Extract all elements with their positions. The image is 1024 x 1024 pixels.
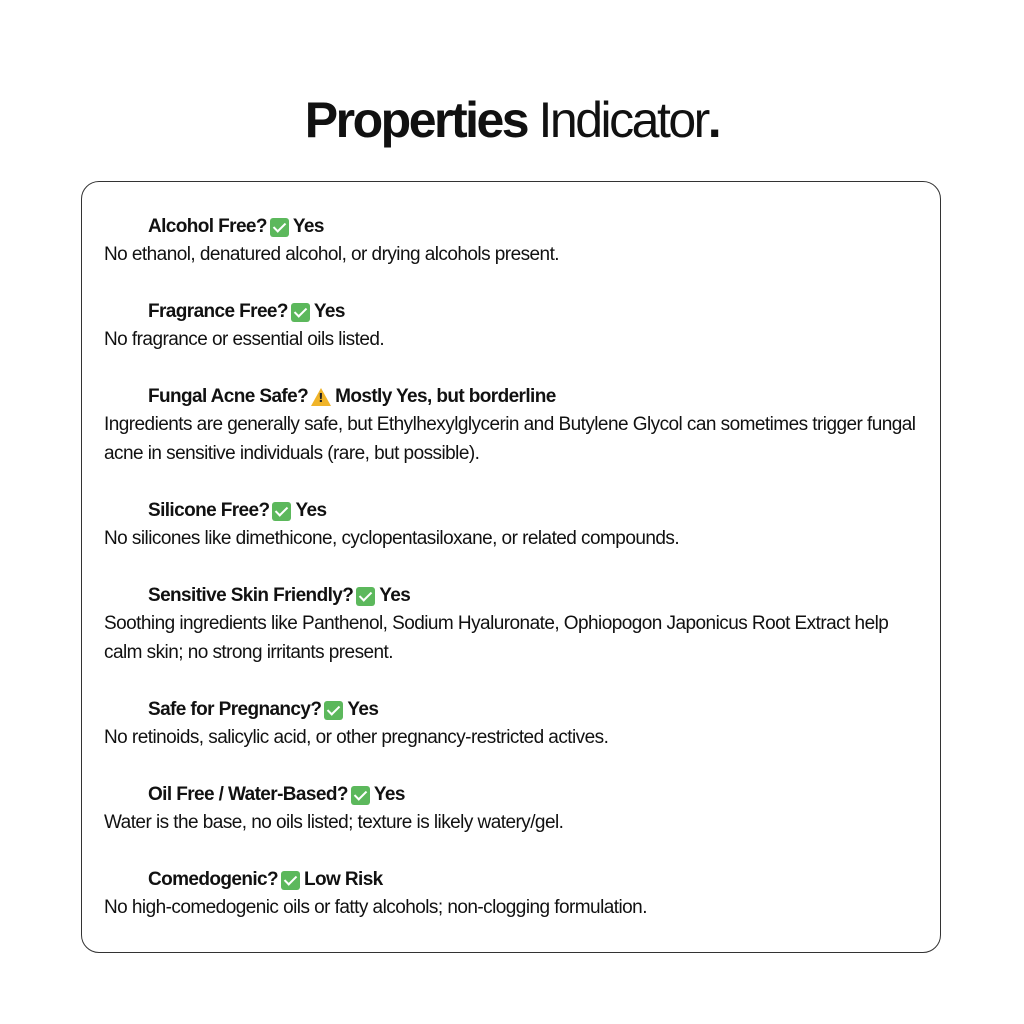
check-icon	[281, 871, 300, 890]
check-icon	[291, 303, 310, 322]
title-bold: Properties	[304, 92, 528, 148]
check-icon	[272, 502, 291, 521]
property-description: No high-comedogenic oils or fatty alcohols; non-clogging formulation.	[104, 897, 647, 918]
property-alcohol-free	[104, 213, 924, 270]
property-comedogenic	[104, 866, 924, 923]
property-status: Yes	[313, 301, 345, 322]
property-heading	[148, 383, 924, 411]
check-icon	[324, 701, 343, 720]
property-status: Low Risk	[304, 869, 383, 890]
check-icon	[270, 218, 289, 237]
property-heading	[148, 497, 924, 525]
property-status: Yes	[347, 699, 379, 720]
property-heading	[148, 213, 924, 241]
property-sensitive-skin-friendly	[104, 582, 924, 667]
property-description: No silicones like dimethicone, cyclopentasiloxane, or related compounds.	[104, 528, 680, 549]
property-safe-for-pregnancy	[104, 696, 924, 753]
page-title	[0, 88, 1024, 152]
check-icon	[351, 786, 370, 805]
property-silicone-free	[104, 497, 924, 554]
property-description: No fragrance or essential oils listed.	[104, 329, 385, 350]
property-question: Sensitive Skin Friendly?	[148, 585, 354, 606]
property-status: Yes	[295, 500, 327, 521]
property-heading	[148, 781, 924, 809]
property-question: Alcohol Free?	[148, 216, 267, 237]
properties-card	[81, 181, 941, 953]
property-description: Soothing ingredients like Panthenol, Sodium Hyaluronate, Ophiopogon Japonicus Root Extract help calm skin; no strong irritants present.	[104, 613, 889, 663]
property-fragrance-free	[104, 298, 924, 355]
property-heading	[148, 696, 924, 724]
property-question: Silicone Free?	[148, 500, 270, 521]
property-question: Oil Free / Water-Based?	[148, 784, 348, 805]
title-light: Indicator	[527, 92, 708, 148]
property-question: Fragrance Free?	[148, 301, 288, 322]
property-status: Mostly Yes, but borderline	[335, 386, 556, 407]
check-icon	[356, 587, 375, 606]
title-dot: .	[707, 92, 720, 148]
property-heading	[148, 582, 924, 610]
property-description: No ethanol, denatured alcohol, or drying alcohols present.	[104, 244, 560, 265]
property-question: Comedogenic?	[148, 869, 279, 890]
property-status: Yes	[373, 784, 405, 805]
property-status: Yes	[379, 585, 411, 606]
property-status: Yes	[292, 216, 324, 237]
property-question: Safe for Pregnancy?	[148, 699, 322, 720]
property-question: Fungal Acne Safe?	[148, 386, 309, 407]
property-description: Ingredients are generally safe, but Ethylhexylglycerin and Butylene Glycol can sometimes trigger fungal acne in sensitive individuals (rare, but possible).	[104, 414, 916, 464]
property-oil-free	[104, 781, 924, 838]
warning-icon	[311, 388, 331, 406]
property-fungal-acne-safe	[104, 383, 924, 468]
property-description: No retinoids, salicylic acid, or other pregnancy-restricted actives.	[104, 727, 609, 748]
property-heading	[148, 866, 924, 894]
property-heading	[148, 298, 924, 326]
property-description: Water is the base, no oils listed; texture is likely watery/gel.	[104, 812, 564, 833]
